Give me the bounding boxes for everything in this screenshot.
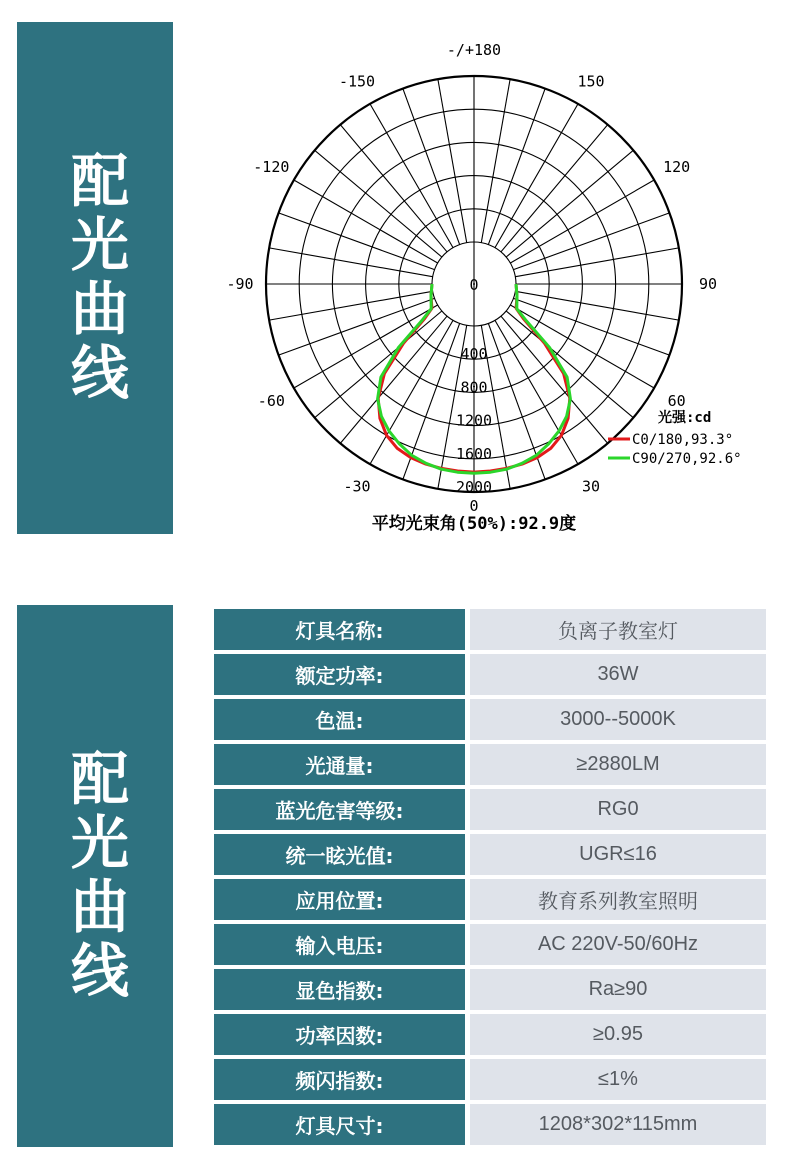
spec-row	[214, 1059, 766, 1100]
grid-spoke	[279, 298, 435, 355]
radial-tick-label: 1600	[455, 444, 493, 463]
spec-value: 1208*302*115mm	[470, 1104, 766, 1145]
spec-row	[214, 1104, 766, 1145]
angle-tick-label: -/+180	[446, 41, 502, 59]
spec-label: 应用位置:	[214, 879, 465, 920]
side-title-top: 配光曲线	[61, 150, 129, 406]
spec-row	[214, 789, 766, 830]
grid-spoke	[513, 298, 669, 355]
legend-unit-label: 光强:cd	[658, 410, 712, 426]
grid-spoke	[515, 248, 678, 277]
spec-value: RG0	[470, 789, 766, 830]
spec-value: ≤1%	[470, 1059, 766, 1100]
legend-entry-label: C90/270,92.6°	[632, 451, 742, 467]
radial-tick-label: 2000	[455, 478, 493, 496]
spec-value: ≥2880LM	[470, 744, 766, 785]
grid-spoke	[279, 213, 435, 270]
angle-tick-label: 120	[663, 158, 691, 176]
spec-table	[214, 605, 766, 1149]
spec-row	[214, 834, 766, 875]
angle-tick-label: -90	[226, 275, 254, 293]
grid-spoke	[403, 89, 460, 245]
grid-spoke	[481, 79, 510, 242]
spec-label: 蓝光危害等级:	[214, 789, 465, 830]
spec-label: 额定功率:	[214, 654, 465, 695]
spec-label: 显色指数:	[214, 969, 465, 1010]
spec-value: 36W	[470, 654, 766, 695]
spec-row	[214, 1014, 766, 1055]
angle-tick-label: 90	[698, 275, 718, 293]
grid-spoke	[488, 89, 545, 245]
spec-row	[214, 609, 766, 650]
side-title-panel-top	[17, 22, 173, 534]
spec-label: 灯具名称:	[214, 609, 465, 650]
angle-tick-label: -120	[253, 158, 290, 176]
spec-row	[214, 879, 766, 920]
side-title-panel-bottom	[17, 605, 173, 1147]
spec-label: 频闪指数:	[214, 1059, 465, 1100]
spec-row	[214, 744, 766, 785]
spec-value: 教育系列教室照明	[470, 879, 766, 920]
spec-label: 统一眩光值:	[214, 834, 465, 875]
grid-spoke	[269, 248, 432, 277]
spec-value: 负离子教室灯	[470, 609, 766, 650]
grid-spoke	[438, 79, 467, 242]
spec-label: 功率因数:	[214, 1014, 465, 1055]
spec-value: ≥0.95	[470, 1014, 766, 1055]
radial-tick-label: 1200	[455, 411, 493, 430]
grid-spoke	[269, 291, 432, 320]
radial-tick-label: 800	[460, 378, 488, 397]
radial-tick-label: 0	[469, 276, 479, 294]
radial-tick-label: 400	[460, 345, 488, 364]
side-title-bottom: 配光曲线	[61, 748, 129, 1004]
angle-tick-label: -30	[343, 477, 371, 496]
grid-spoke	[515, 291, 678, 320]
spec-row	[214, 654, 766, 695]
spec-value: Ra≥90	[470, 969, 766, 1010]
angle-tick-label: -150	[338, 72, 376, 91]
angle-tick-label: 60	[667, 392, 686, 410]
angle-tick-label: -60	[257, 392, 285, 410]
angle-tick-label: 30	[581, 477, 601, 496]
grid-spoke	[513, 213, 669, 270]
spec-label: 光通量:	[214, 744, 465, 785]
angle-tick-label: 0	[469, 497, 479, 515]
spec-value: UGR≤16	[470, 834, 766, 875]
spec-row	[214, 699, 766, 740]
spec-label: 灯具尺寸:	[214, 1104, 465, 1145]
angle-tick-label: 150	[577, 72, 605, 91]
beam-angle-caption: 平均光束角(50%):92.9度	[371, 514, 577, 534]
spec-value: AC 220V-50/60Hz	[470, 924, 766, 965]
spec-value: 3000--5000K	[470, 699, 766, 740]
polar-light-distribution-chart	[210, 40, 780, 540]
legend-entry-label: C0/180,93.3°	[632, 432, 734, 448]
spec-label: 输入电压:	[214, 924, 465, 965]
spec-row	[214, 924, 766, 965]
spec-row	[214, 969, 766, 1010]
spec-label: 色温:	[214, 699, 465, 740]
